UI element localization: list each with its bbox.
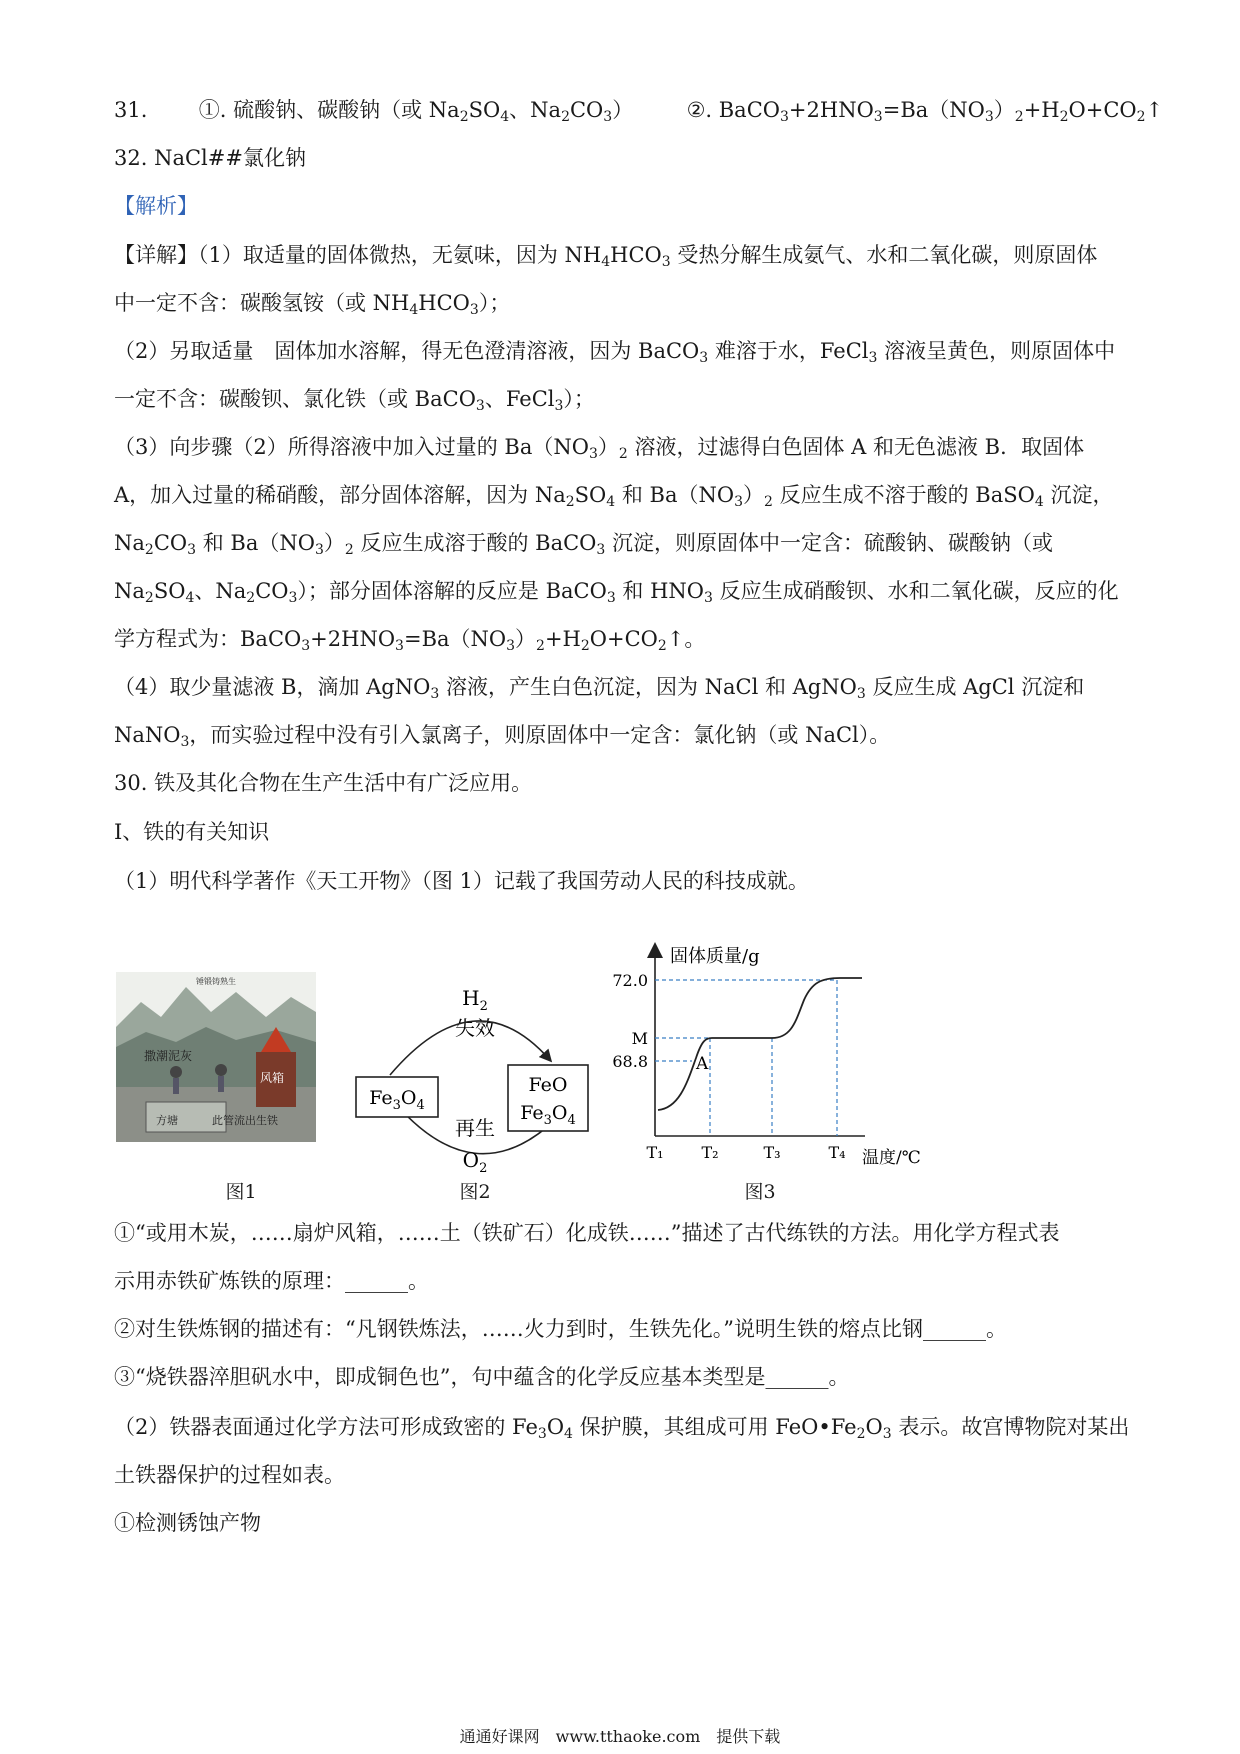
x-tick-label: T₃ <box>763 1143 781 1162</box>
question-1-3: ③“烧铁器淬胆矾水中，即成铜色也”，句中蕴含的化学反应基本类型是______。 <box>114 1365 850 1389</box>
question-2-line: （2）铁器表面通过化学方法可形成致密的 $Fe_3O_4$ 保护膜，其组成可用 $FeO•Fe_2O_3$ 表示。故宫博物院对某出 <box>114 1415 1130 1442</box>
x-tick-label: T₂ <box>701 1143 719 1162</box>
answer-31-part2: ②. $BaCO_3+2HNO_3=Ba(NO_3)_2+H_2O+CO_2↑$ <box>686 98 1164 125</box>
question-2-item: ①检测锈蚀产物 <box>114 1511 261 1535</box>
answer-32: 32. NaCl##氯化钠 <box>114 146 306 170</box>
detail-line: 一定不含：碳酸钡、氯化铁（或 BaCO$_3$、FeCl$_3$）； <box>114 387 595 414</box>
y-tick-label: 72.0 <box>612 971 648 990</box>
detail-line: 中一定不含：碳酸氢铵（或 $NH_4HCO_3$）； <box>114 291 511 318</box>
question-intro: （1）明代科学著作《天工开物》（图 1）记载了我国劳动人民的科技成就。 <box>114 869 809 893</box>
page-footer: 通通好课网 www.tthaoke.com 提供下载 <box>459 1727 781 1746</box>
figure-2-top-reagent: $H_2$ <box>462 986 488 1014</box>
figure-3-label: 图3 <box>744 1181 776 1203</box>
section-heading: Ⅰ、铁的有关知识 <box>114 820 270 844</box>
figure-2-box-right-line2: $Fe_3O_4$ <box>520 1102 576 1128</box>
detail-line: （4）取少量滤液 B，滴加 AgNO$_3$ 溶液，产生白色沉淀，因为 NaCl 和 AgNO$_3$ 反应生成 AgCl 沉淀和 <box>114 675 1085 702</box>
x-axis-label: 温度/℃ <box>862 1148 921 1168</box>
point-a-label: A <box>696 1054 709 1074</box>
figure-1-tag: 方塘 <box>156 1114 178 1127</box>
detail-line: （2）另取适量 固体加水溶解，得无色澄清溶液，因为 BaCO$_3$ 难溶于水，FeCl$_3$ 溶液呈黄色，则原固体中 <box>114 339 1116 366</box>
figure-1-tag: 撒潮泥灰 <box>144 1049 193 1063</box>
guide-lines <box>655 980 837 1136</box>
tick-labels <box>612 971 845 1162</box>
figure-2-box-right-line1: FeO <box>528 1074 568 1096</box>
detail-line: A，加入过量的稀硝酸，部分固体溶解，因为 $Na_2SO_4$ 和 $Ba(NO_3)_2$ 反应生成不溶于酸的 BaSO$_4$ 沉淀， <box>114 483 1114 510</box>
question-2-line: 土铁器保护的过程如表。 <box>114 1463 345 1487</box>
mass-curve <box>658 978 862 1110</box>
figure-2-box-left-text: $Fe_3O_4$ <box>369 1087 425 1113</box>
figure-1-illustration <box>116 972 316 1142</box>
x-tick-label: T₁ <box>646 1143 664 1162</box>
figure-1-label: 图1 <box>225 1181 257 1203</box>
figure-2-bottom-reagent: $O_2$ <box>462 1148 488 1175</box>
figure-1-tag: 此管流出生铁 <box>212 1114 278 1127</box>
figure-2-label: 图2 <box>459 1181 491 1203</box>
detail-line: NaNO$_3$，而实验过程中没有引入氯离子，则原固体中一定含：氯化钠（或 NaCl）。 <box>114 723 891 750</box>
figure-2-diagram <box>350 985 600 1175</box>
y-tick-label: 68.8 <box>612 1052 648 1071</box>
detail-line: $Na_2SO_4$、$Na_2CO_3$）；部分固体溶解的反应是 BaCO$_3$ 和 $HNO_3$ 反应生成硝酸钡、水和二氧化碳，反应的化 <box>114 579 1119 606</box>
y-axis-label: 固体质量/g <box>670 946 760 967</box>
figure-2-top-note: 失效 <box>455 1016 495 1040</box>
y-tick-label: M <box>631 1029 648 1048</box>
question-30-title: 30. 铁及其化合物在生产生活中有广泛应用。 <box>114 771 533 795</box>
analysis-heading: 【解析】 <box>114 194 198 218</box>
x-tick-label: T₄ <box>828 1143 846 1162</box>
question-1-1-line: ①“或用木炭，……扇炉风箱，……土（铁矿石）化成铁……”描述了古代练铁的方法。用化学方程式表 <box>114 1221 1060 1245</box>
detail-line: $Na_2CO_3$ 和 $Ba(NO_3)_2$ 反应生成溶于酸的 BaCO$_3$ 沉淀，则原固体中一定含：硫酸钠、碳酸钠（或 <box>114 531 1053 558</box>
detail-line: 【详解】（1）取适量的固体微热，无氨味，因为 $NH_4HCO_3$ 受热分解生成氨气、水和二氧化碳，则原固体 <box>114 243 1098 270</box>
answer-31 <box>114 95 1163 125</box>
answer-31-part1: ①. 硫酸钠、碳酸钠（或 $Na_2SO_4$、$Na_2CO_3$） <box>198 98 634 125</box>
detail-line: （3）向步骤（2）所得溶液中加入过量的 $Ba(NO_3)_2$ 溶液，过滤得白色固体 A 和无色滤液 B．取固体 <box>114 435 1085 462</box>
question-1-1-line: 示用赤铁矿炼铁的原理：______。 <box>114 1269 429 1293</box>
figure-3-chart <box>600 940 940 1170</box>
question-1-2: ②对生铁炼钢的描述有：“凡钢铁炼法，……火力到时，生铁先化。”说明生铁的熔点比钢______。 <box>114 1317 1007 1341</box>
answer-31-number: 31. <box>114 98 148 122</box>
detail-line: 学方程式为：$BaCO_3+2HNO_3=Ba(NO_3)_2+H_2O+CO_2↑$。 <box>114 627 706 654</box>
figure-2-bottom-note: 再生 <box>455 1116 495 1140</box>
figure-1-sign: 锤锻铸熟生 <box>196 977 236 986</box>
figure-1-tag: 风箱 <box>260 1071 285 1085</box>
